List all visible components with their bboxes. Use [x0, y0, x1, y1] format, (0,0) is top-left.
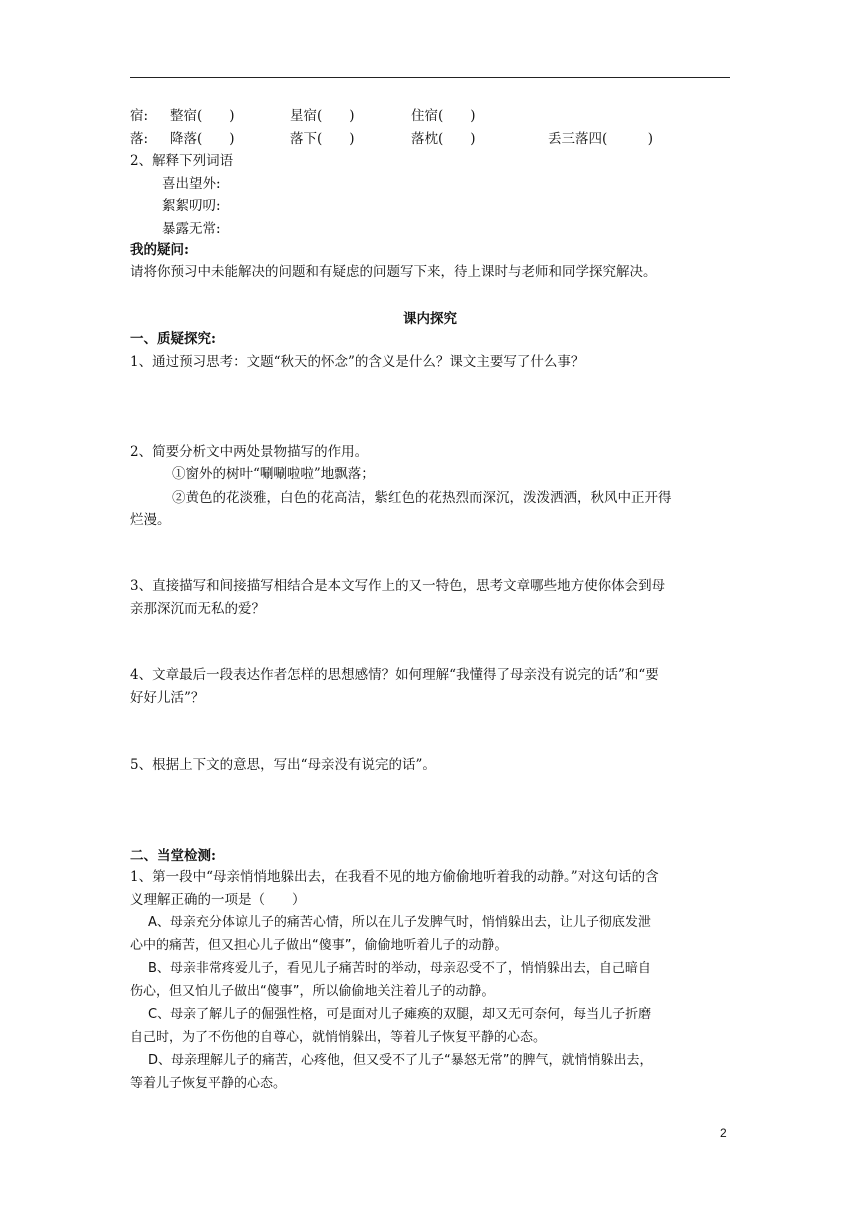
vocab-word: 絮絮叨叨: — [162, 198, 221, 214]
question-5: 5、根据上下文的意思，写出“母亲没有说完的话”。 — [130, 757, 436, 773]
row-item: 落枕( ) — [411, 131, 476, 147]
option-c: C、母亲了解儿子的倔强性格，可是面对儿子瘫痪的双腿，却又无可奈何，每当儿子折磨 — [148, 1007, 652, 1022]
page-number: 2 — [720, 1126, 727, 1140]
header-rule — [130, 77, 730, 78]
option-a: A、母亲充分体谅儿子的痛苦心情，所以在儿子发脾气时，悄悄躲出去，让儿子彻底发泄 — [148, 915, 651, 930]
question-2-item-b-cont: 烂漫。 — [130, 512, 171, 528]
question-3-cont: 亲那深沉而无私的爱？ — [130, 601, 265, 617]
row-item: 住宿( ) — [411, 108, 476, 124]
question-3: 3、直接描写和间接描写相结合是本文写作上的又一特色，思考文章哪些地方使你体会到母 — [130, 578, 666, 594]
question-4-cont: 好好儿活”？ — [130, 690, 205, 706]
question-1: 1、通过预习思考：文题“秋天的怀念”的含义是什么？课文主要写了什么事？ — [130, 354, 585, 370]
option-d-cont: 等着儿子恢复平静的心态。 — [130, 1076, 287, 1091]
option-b: B、母亲非常疼爱儿子，看见儿子痛苦时的举动，母亲忍受不了，悄悄躲出去，自己暗自 — [148, 961, 651, 976]
option-a-cont: 心中的痛苦，但又担心儿子做出“傻事”，偷偷地听着儿子的动静。 — [130, 938, 508, 953]
test-question-1: 1、第一段中“母亲悄悄地躲出去，在我看不见的地方偷偷地听着我的动静。”对这句话的含 — [130, 869, 659, 885]
option-d: D、母亲理解儿子的痛苦，心疼他，但又受不了儿子“暴怒无常”的脾气，就悄悄躲出去， — [148, 1053, 653, 1068]
vocab-heading: 2、解释下列词语 — [130, 153, 234, 169]
row-item: 降落( ) — [170, 131, 235, 147]
question-4: 4、文章最后一段表达作者怎样的思想感情？如何理解“我懂得了母亲没有说完的话”和“要 — [130, 667, 659, 683]
row-item: 丢三落四( ) — [548, 131, 654, 147]
option-b-cont: 伤心，但又怕儿子做出“傻事”，所以偷偷地关注着儿子的动静。 — [130, 984, 495, 999]
row-item: 整宿( ) — [170, 108, 235, 124]
section-title: 课内探究 — [403, 311, 457, 327]
vocab-word: 暴露无常: — [162, 221, 221, 237]
test-question-1-cont: 义理解正确的一项是（ ） — [130, 892, 306, 908]
row-head: 宿: — [130, 108, 149, 124]
vocab-word: 喜出望外: — [162, 176, 221, 192]
test-heading: 二、当堂检测: — [130, 848, 216, 864]
row-item: 落下( ) — [290, 131, 355, 147]
question-2-item-a: ①窗外的树叶“唰唰啦啦”地飘落； — [172, 466, 375, 482]
row-item: 星宿( ) — [290, 108, 355, 124]
doubts-heading: 我的疑问: — [130, 242, 189, 258]
row-head: 落: — [130, 131, 149, 147]
question-2: 2、简要分析文中两处景物描写的作用。 — [130, 444, 369, 460]
question-2-item-b: ②黄色的花淡雅，白色的花高洁，紫红色的花热烈而深沉，泼泼洒洒，秋风中正开得 — [172, 490, 672, 506]
doubts-text: 请将你预习中未能解决的问题和有疑虑的问题写下来，待上课时与老师和同学探究解决。 — [130, 264, 657, 280]
inquiry-heading: 一、质疑探究: — [130, 331, 216, 347]
option-c-cont: 自己时，为了不伤他的自尊心，就悄悄躲出，等着儿子恢复平静的心态。 — [130, 1030, 547, 1045]
